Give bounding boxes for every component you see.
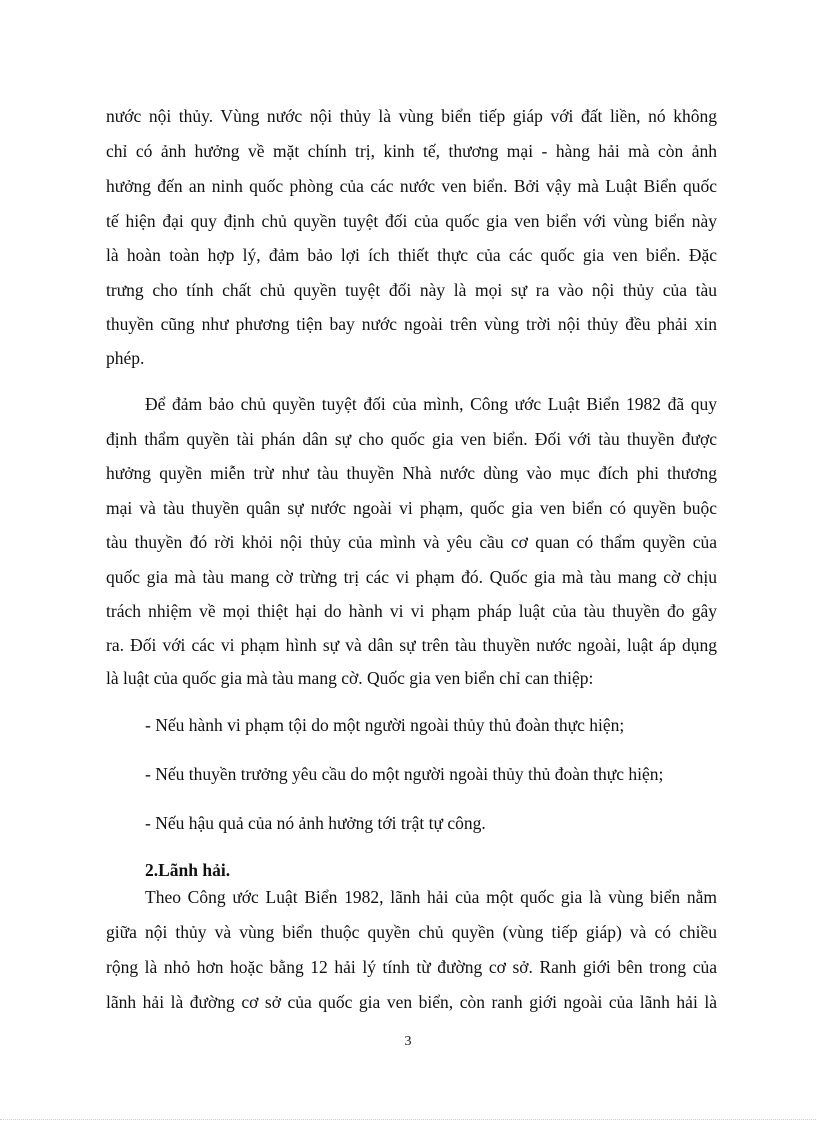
page-bottom-divider xyxy=(0,1119,816,1120)
text-line: quốc gia mà tàu mang cờ trừng trị các vi phạm đó. Quốc gia mà tàu mang cờ chịu xyxy=(106,567,717,587)
text-line: tế hiện đại quy định chủ quyền tuyệt đối của quốc gia ven biển với vùng biển này xyxy=(106,211,717,231)
text-line-indented: Để đảm bảo chủ quyền tuyệt đối của mình, Công ước Luật Biển 1982 đã quy xyxy=(145,394,717,414)
text-line-indented: Theo Công ước Luật Biển 1982, lãnh hải của một quốc gia là vùng biển nằm xyxy=(145,887,717,907)
list-item: - Nếu hậu quả của nó ảnh hưởng tới trật tự công. xyxy=(145,813,486,833)
text-line: giữa nội thủy và vùng biển thuộc quyền chủ quyền (vùng tiếp giáp) và có chiều xyxy=(106,922,717,942)
text-line: mại và tàu thuyền quân sự nước ngoài vi phạm, quốc gia ven biển có quyền buộc xyxy=(106,498,717,518)
page-number: 3 xyxy=(404,1034,412,1049)
list-item: - Nếu thuyền trưởng yêu cầu do một người ngoài thủy thủ đoàn thực hiện; xyxy=(145,764,664,784)
text-line: rộng là nhỏ hơn hoặc bằng 12 hải lý tính từ đường cơ sở. Ranh giới bên trong của xyxy=(106,957,717,977)
section-heading: 2.Lãnh hải. xyxy=(145,860,231,880)
text-line: định thẩm quyền tài phán dân sự cho quốc gia ven biển. Đối với tàu thuyền được xyxy=(106,429,717,449)
text-line: trưng cho tính chất chủ quyền tuyệt đối này là mọi sự ra vào nội thủy của tàu xyxy=(106,280,717,300)
text-line: là luật của quốc gia mà tàu mang cờ. Quốc gia ven biển chỉ can thiệp: xyxy=(106,668,594,688)
text-line: phép. xyxy=(106,348,145,368)
text-line: hưởng quyền miễn trừ như tàu thuyền Nhà nước dùng vào mục đích phi thương xyxy=(106,463,717,483)
text-line: trách nhiệm về mọi thiệt hại do hành vi vi phạm pháp luật của tàu thuyền đo gây xyxy=(106,601,717,621)
text-line: ra. Đối với các vi phạm hình sự và dân sự trên tàu thuyền nước ngoài, luật áp dụng xyxy=(106,635,717,655)
text-line: tàu thuyền đó rời khỏi nội thủy của mình và yêu cầu cơ quan có thẩm quyền của xyxy=(106,532,717,552)
text-line: chỉ có ảnh hưởng về mặt chính trị, kinh tế, thương mại - hàng hải mà còn ảnh xyxy=(106,141,717,161)
text-line: thuyền cũng như phương tiện bay nước ngoài trên vùng trời nội thủy đều phải xin xyxy=(106,314,717,334)
list-item: - Nếu hành vi phạm tội do một người ngoài thủy thủ đoàn thực hiện; xyxy=(145,715,625,735)
text-line: lãnh hải là đường cơ sở của quốc gia ven biển, còn ranh giới ngoài của lãnh hải là xyxy=(106,992,717,1012)
text-line: nước nội thủy. Vùng nước nội thủy là vùng biển tiếp giáp với đất liền, nó không xyxy=(106,106,717,126)
text-line: là hoàn toàn hợp lý, đảm bảo lợi ích thiết thực của các quốc gia ven biển. Đặc xyxy=(106,245,717,265)
text-line: hưởng đến an ninh quốc phòng của các nước ven biển. Bởi vậy mà Luật Biển quốc xyxy=(106,176,717,196)
